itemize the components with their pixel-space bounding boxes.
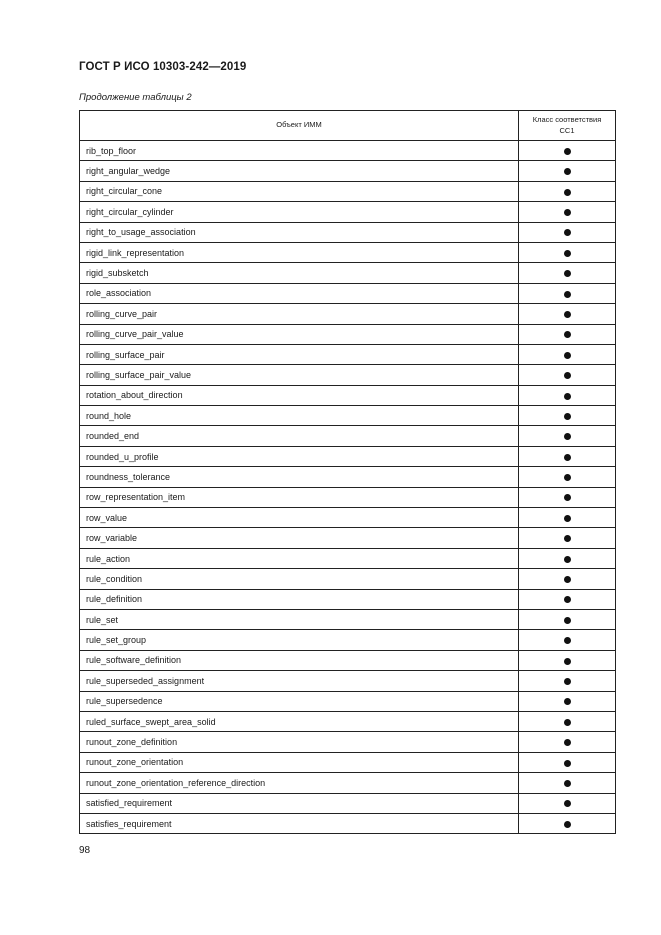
entity-name-cell: right_angular_wedge bbox=[80, 161, 519, 181]
cc1-mark-cell bbox=[519, 344, 616, 364]
filled-circle-icon bbox=[564, 760, 571, 767]
cc1-mark-cell bbox=[519, 589, 616, 609]
cc1-mark-cell bbox=[519, 406, 616, 426]
entity-name-cell: right_circular_cylinder bbox=[80, 202, 519, 222]
table-row bbox=[80, 181, 616, 201]
entity-name-cell: round_hole bbox=[80, 406, 519, 426]
entity-name-cell: rounded_u_profile bbox=[80, 446, 519, 466]
filled-circle-icon bbox=[564, 739, 571, 746]
table-row bbox=[80, 793, 616, 813]
filled-circle-icon bbox=[564, 474, 571, 481]
cc1-mark-cell bbox=[519, 263, 616, 283]
entity-name-cell: rigid_link_representation bbox=[80, 242, 519, 262]
cc1-mark-cell bbox=[519, 508, 616, 528]
entity-name-cell: satisfied_requirement bbox=[80, 793, 519, 813]
table-row bbox=[80, 161, 616, 181]
table-row bbox=[80, 650, 616, 670]
cc1-mark-cell bbox=[519, 813, 616, 833]
table-row bbox=[80, 141, 616, 161]
entity-name-cell: row_value bbox=[80, 508, 519, 528]
filled-circle-icon bbox=[564, 596, 571, 603]
column-header-cc1-label: СС1 bbox=[559, 125, 575, 135]
table-row bbox=[80, 385, 616, 405]
entity-name-cell: rule_condition bbox=[80, 569, 519, 589]
cc1-mark-cell bbox=[519, 365, 616, 385]
filled-circle-icon bbox=[564, 454, 571, 461]
table-row bbox=[80, 508, 616, 528]
cc1-mark-cell bbox=[519, 202, 616, 222]
cc1-mark-cell bbox=[519, 161, 616, 181]
table-row bbox=[80, 202, 616, 222]
cc1-mark-cell bbox=[519, 691, 616, 711]
cc1-mark-cell bbox=[519, 304, 616, 324]
filled-circle-icon bbox=[564, 168, 571, 175]
cc1-mark-cell bbox=[519, 242, 616, 262]
table-row bbox=[80, 222, 616, 242]
entity-name-cell: rule_action bbox=[80, 548, 519, 568]
table-row bbox=[80, 406, 616, 426]
table-row bbox=[80, 813, 616, 833]
cc1-mark-cell bbox=[519, 324, 616, 344]
table-header-row bbox=[80, 111, 616, 141]
cc1-mark-cell bbox=[519, 609, 616, 629]
entity-name-cell: rule_software_definition bbox=[80, 650, 519, 670]
table-row bbox=[80, 773, 616, 793]
filled-circle-icon bbox=[564, 413, 571, 420]
cc1-mark-cell bbox=[519, 141, 616, 161]
table-row bbox=[80, 711, 616, 731]
entity-name-cell: rule_superseded_assignment bbox=[80, 671, 519, 691]
filled-circle-icon bbox=[564, 678, 571, 685]
table-row bbox=[80, 752, 616, 772]
filled-circle-icon bbox=[564, 433, 571, 440]
filled-circle-icon bbox=[564, 229, 571, 236]
table-row bbox=[80, 365, 616, 385]
entity-name-cell: rib_top_floor bbox=[80, 141, 519, 161]
table-row bbox=[80, 487, 616, 507]
filled-circle-icon bbox=[564, 637, 571, 644]
cc1-mark-cell bbox=[519, 548, 616, 568]
filled-circle-icon bbox=[564, 331, 571, 338]
entity-name-cell: rule_set_group bbox=[80, 630, 519, 650]
filled-circle-icon bbox=[564, 556, 571, 563]
entity-name-cell: rigid_subsketch bbox=[80, 263, 519, 283]
filled-circle-icon bbox=[564, 617, 571, 624]
entity-name-cell: runout_zone_orientation bbox=[80, 752, 519, 772]
cc1-mark-cell bbox=[519, 569, 616, 589]
cc1-mark-cell bbox=[519, 793, 616, 813]
page-number: 98 bbox=[79, 845, 91, 856]
filled-circle-icon bbox=[564, 270, 571, 277]
filled-circle-icon bbox=[564, 698, 571, 705]
entity-name-cell: ruled_surface_swept_area_solid bbox=[80, 711, 519, 731]
filled-circle-icon bbox=[564, 250, 571, 257]
filled-circle-icon bbox=[564, 515, 571, 522]
column-header-conformance-class bbox=[519, 111, 616, 141]
entity-name-cell: right_circular_cone bbox=[80, 181, 519, 201]
entity-name-cell: rule_definition bbox=[80, 589, 519, 609]
entity-name-cell: rule_set bbox=[80, 609, 519, 629]
entity-name-cell: rolling_curve_pair bbox=[80, 304, 519, 324]
filled-circle-icon bbox=[564, 576, 571, 583]
cc1-mark-cell bbox=[519, 732, 616, 752]
cc1-mark-cell bbox=[519, 528, 616, 548]
table-row bbox=[80, 630, 616, 650]
table-row bbox=[80, 671, 616, 691]
entity-name-cell: runout_zone_orientation_reference_direction bbox=[80, 773, 519, 793]
filled-circle-icon bbox=[564, 372, 571, 379]
cc1-mark-cell bbox=[519, 487, 616, 507]
cc1-mark-cell bbox=[519, 467, 616, 487]
filled-circle-icon bbox=[564, 821, 571, 828]
entity-name-cell: right_to_usage_association bbox=[80, 222, 519, 242]
entity-name-cell: satisfies_requirement bbox=[80, 813, 519, 833]
filled-circle-icon bbox=[564, 494, 571, 501]
entity-name-cell: row_representation_item bbox=[80, 487, 519, 507]
filled-circle-icon bbox=[564, 658, 571, 665]
entity-name-cell: runout_zone_definition bbox=[80, 732, 519, 752]
table-body bbox=[80, 141, 616, 834]
cc1-mark-cell bbox=[519, 650, 616, 670]
table-row bbox=[80, 589, 616, 609]
table-row bbox=[80, 242, 616, 262]
cc1-mark-cell bbox=[519, 711, 616, 731]
entity-name-cell: rotation_about_direction bbox=[80, 385, 519, 405]
table-row bbox=[80, 467, 616, 487]
table-row bbox=[80, 548, 616, 568]
filled-circle-icon bbox=[564, 148, 571, 155]
entity-name-cell: rolling_curve_pair_value bbox=[80, 324, 519, 344]
cc1-mark-cell bbox=[519, 385, 616, 405]
column-header-object: Объект ИММ bbox=[80, 111, 519, 141]
entity-name-cell: rolling_surface_pair_value bbox=[80, 365, 519, 385]
conformance-table bbox=[79, 110, 616, 834]
cc1-mark-cell bbox=[519, 446, 616, 466]
cc1-mark-cell bbox=[519, 773, 616, 793]
filled-circle-icon bbox=[564, 291, 571, 298]
filled-circle-icon bbox=[564, 800, 571, 807]
filled-circle-icon bbox=[564, 719, 571, 726]
entity-name-cell: rule_supersedence bbox=[80, 691, 519, 711]
cc1-mark-cell bbox=[519, 671, 616, 691]
filled-circle-icon bbox=[564, 189, 571, 196]
table-row bbox=[80, 446, 616, 466]
table-caption: Продолжение таблицы 2 bbox=[79, 92, 192, 103]
filled-circle-icon bbox=[564, 311, 571, 318]
cc1-mark-cell bbox=[519, 426, 616, 446]
column-header-class-label: Класс соответствия bbox=[532, 115, 602, 125]
entity-name-cell: role_association bbox=[80, 283, 519, 303]
table-row bbox=[80, 283, 616, 303]
document-header: ГОСТ Р ИСО 10303-242—2019 bbox=[79, 61, 247, 73]
filled-circle-icon bbox=[564, 780, 571, 787]
table-row bbox=[80, 569, 616, 589]
cc1-mark-cell bbox=[519, 752, 616, 772]
cc1-mark-cell bbox=[519, 283, 616, 303]
table-row bbox=[80, 609, 616, 629]
table-row bbox=[80, 732, 616, 752]
cc1-mark-cell bbox=[519, 630, 616, 650]
filled-circle-icon bbox=[564, 393, 571, 400]
cc1-mark-cell bbox=[519, 181, 616, 201]
entity-name-cell: roundness_tolerance bbox=[80, 467, 519, 487]
filled-circle-icon bbox=[564, 535, 571, 542]
table-row bbox=[80, 324, 616, 344]
cc1-mark-cell bbox=[519, 222, 616, 242]
table-row bbox=[80, 344, 616, 364]
table-row bbox=[80, 304, 616, 324]
table-row bbox=[80, 426, 616, 446]
entity-name-cell: rounded_end bbox=[80, 426, 519, 446]
table-row bbox=[80, 691, 616, 711]
entity-name-cell: row_variable bbox=[80, 528, 519, 548]
table-row bbox=[80, 528, 616, 548]
filled-circle-icon bbox=[564, 209, 571, 216]
filled-circle-icon bbox=[564, 352, 571, 359]
table-row bbox=[80, 263, 616, 283]
entity-name-cell: rolling_surface_pair bbox=[80, 344, 519, 364]
